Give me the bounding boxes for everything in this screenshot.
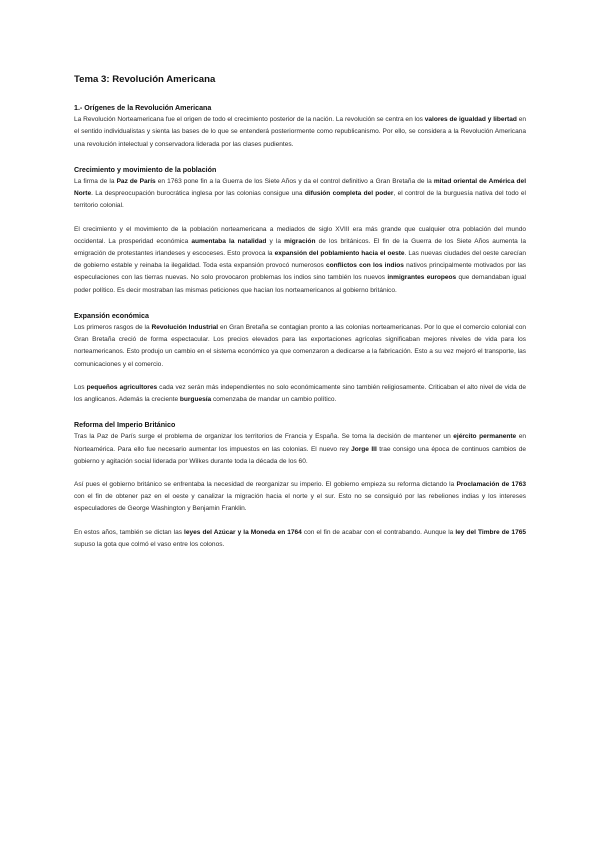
body-paragraph: Los pequeños agricultores cada vez serán más independientes no solo económicamente sino también religiosamente. Criticaban el alto nivel de vida de los anglicanos. Además la creciente burguesía comenzaba de mandar un cambio político. [74,383,526,404]
bold-term: pequeños agricultores [86,383,158,391]
bold-term: burguesía [179,396,212,404]
section-heading: Crecimiento y movimiento de la población [74,165,217,174]
bold-term: Proclamación de 1763 [456,481,527,489]
bold-term: Revolución Industrial [151,324,219,332]
bold-term: migración [284,237,316,245]
body-paragraph: El crecimiento y el movimiento de la población norteamericana a mediados de siglo XVIII era más grande que cualquier otra población del mundo occidental. La prosperidad económica aumentaba la natalidad y la migración de los británicos. El fin de la Guerra de los Siete Años aumenta la emigración de protestantes irlandeses y escoceses. Esto provoca la expansión del poblamiento hacia el oeste. Las nuevas ciudades del oeste carecían de gobierno estable y reinaba la ilegalidad. Toda esta expansión provocó numerosos conflictos con los indios nativos principalmente motivados por las especulaciones con las tierras nuevas. No solo provocaron problemas los indios sino también los nuevos inmigrantes europeos que demandaban igual poder político. Es decir mostraban las mismas peticiones que hacían los norteamericanos al gobierno británico. [74,225,527,294]
body-paragraph: Así pues el gobierno británico se enfrentaba la necesidad de reorganizar su imperio. El gobierno empieza su reforma dictando la Proclamación de 1763 con el fin de obtener paz en el oeste y canalizar la migración hacia el norte y el sur. Esto no se consiguió por las rebeliones indias y los intereses especuladores de George Washington y Benjamin Franklin. [74,481,527,513]
bold-term: conflictos con los indios [326,262,404,270]
bold-term: mitad oriental de América del Norte [74,178,527,198]
bold-term: inmigrantes europeos [387,274,457,282]
bold-term: aumentaba la natalidad [191,237,267,245]
bold-term: expansión del poblamiento hacia el oeste [274,250,405,258]
document-title: Tema 3: Revolución Americana [74,74,216,85]
bold-term: ley del Timbre de 1765 [455,528,526,536]
body-paragraph: La Revolución Norteamericana fue el origen de todo el crecimiento posterior de la nación. La revolución se centra en los valores de igualdad y libertad en el sentido individualistas y sienta las bases de lo que se entenderá posteriormente como republicanismo. Por ello, se considera a la Revolución Americana una revolución intelectual y conservadora liderada por las clases pudientes. [74,116,526,148]
body-paragraph: Los primeros rasgos de la Revolución Industrial en Gran Bretaña se contagian pronto a las colonias norteamericanas. Por lo que el comercio colonial con Gran Bretaña creció de forma espectacular. Los precios elevados para las exportaciones agrícolas significaban mejores niveles de vida para los norteamericanos. Esto produjo un cambio en el sistema económico ya que comenzaron a dedicarse a la fabricación. Esto a su vez mejoró el transporte, las comunicaciones y el comercio. [74,324,526,368]
bold-term: difusión completa del poder [304,190,394,198]
bold-term: ejército permanente [453,433,517,441]
bold-term: valores de igualdad y libertad [424,116,517,124]
section-heading: 1.- Orígenes de la Revolución Americana [74,104,212,112]
section-heading: Expansión económica [74,311,149,320]
document-sections [74,102,526,551]
body-paragraph: En estos años, también se dictan las leyes del Azúcar y la Moneda en 1764 con el fin de acabar con el contrabando. Aunque la ley del Timbre de 1765 supuso la gota que colmó el vaso entre los colonos. [74,528,526,548]
body-paragraph: Tras la Paz de París surge el problema de organizar los territorios de Francia y España. Se toma la decisión de mantener un ejército permanente en Norteamérica. Para ello fue necesario aumentar los impuestos en las colonias. El nuevo rey Jorge III trae consigo una época de continuos cambios de gobierno y agitación social liderada por Wilkes durante toda la década de los 60. [74,433,526,465]
bold-term: Jorge III [351,445,377,453]
body-paragraph: La firma de la Paz de París en 1763 pone fin a la Guerra de los Siete Años y da el control definitivo a Gran Bretaña de la mitad oriental de América del Norte. La despreocupación burocrática inglesa por las colonias consigue una difusión completa del poder, el control de la burguesía nativa del todo el territorio colonial. [74,178,527,210]
bold-term: Paz de París [116,178,156,186]
section-heading: Reforma del Imperio Británico [74,421,176,430]
document-content [74,74,526,551]
bold-term: leyes del Azúcar y la Moneda en 1764 [184,528,302,536]
